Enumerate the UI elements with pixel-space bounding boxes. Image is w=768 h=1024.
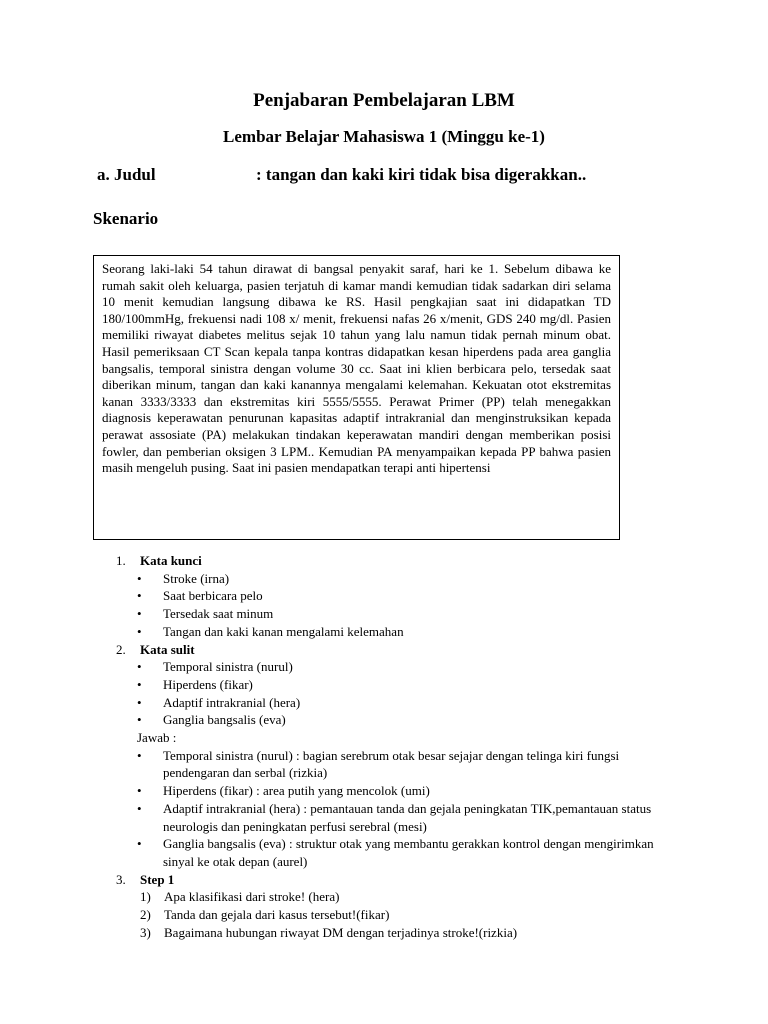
section-kata-sulit <box>116 641 676 659</box>
judul-text: : tangan dan kaki kiri tidak bisa digerakkan.. <box>256 165 587 184</box>
list-item: • Ganglia bangsalis (eva) : struktur otak yang membantu gerakkan kontrol dengan mengirimkan sinyal ke otak depan (aurel) <box>137 836 654 869</box>
list-item: 1) Apa klasifikasi dari stroke! (hera) <box>140 889 340 905</box>
jawab-list <box>116 747 676 871</box>
scenario-box: Seorang laki-laki 54 tahun dirawat di bangsal penyakit saraf, hari ke 1. Sebelum dibawa ke rumah sakit oleh keluarga, pasien terjatuh di kamar mandi kemudian tidak sadarkan diri selama 10 menit kemudian langsung dibawa ke RS. Hasil pengkajian saat ini didapatkan TD 180/100mmHg, frekuensi nadi 108 x/ menit, frekuensi nafas 26 x/menit, GDS 240 mg/dl. Pasien memiliki riwayat diabetes melitus sejak 10 tahun yang lalu namun tidak pernah minum obat. Hasil pemeriksaan CT Scan kepala tanpa kontras didapatkan kesan hiperdens pada area ganglia bangsalis, temporal sinistra dengan volume 30 cc. Saat ini klien berbicara pelo, tersedak saat diberikan minum, tangan dan kaki kanannya mengalami kelemahan. Kekuatan otot ekstremitas kanan 3333/3333 dan ekstremitas kiri 5555/5555. Perawat Primer (PP) telah menegakkan diagnosis keperawatan penurunan kapasitas adaptif intrakranial dan menginstruksikan kepada perawat assosiate (PA) melakukan tindakan keperawatan mandiri dengan memberikan posisi fowler, dan pemberian oksigen 3 LPM.. Kemudian PA menyampaikan kepada PP bahwa pasien masih mengeluh pusing. Saat ini pasien mendapatkan terapi anti hipertensi <box>93 255 620 540</box>
bullet-icon: • <box>137 606 142 622</box>
section-step-1 <box>116 871 676 889</box>
list-item: • Stroke (irna) <box>137 570 230 586</box>
section-number: 3. <box>116 871 126 887</box>
section-heading: Step 1 <box>140 871 175 887</box>
list-item: • Adaptif intrakranial (hera) <box>137 694 301 710</box>
bullet-icon: • <box>137 712 142 728</box>
list-item: • Temporal sinistra (nurul) : bagian serebrum otak besar sejajar dengan telinga kiri fungsi pendengaran dan serbal (rizkia) <box>137 747 620 781</box>
list-item: • Tersedak saat minum <box>137 606 274 622</box>
section-number: 1. <box>116 553 126 568</box>
bullet-icon: • <box>137 659 142 675</box>
skenario-heading: Skenario <box>93 209 159 228</box>
bullet-icon: • <box>137 783 142 799</box>
list-item: 2) Tanda dan gejala dari kasus tersebut!(fikar) <box>140 907 390 923</box>
bullet-icon: • <box>137 676 142 692</box>
step-1-list <box>116 888 676 941</box>
judul-row <box>97 165 587 185</box>
section-kata-kunci <box>116 552 676 570</box>
list-item: • Temporal sinistra (nurul) <box>137 659 293 675</box>
list-item: • Ganglia bangsalis (eva) <box>137 712 286 728</box>
list-item: • Saat berbicara pelo <box>137 588 263 604</box>
list-item: 3) Bagaimana hubungan riwayat DM dengan terjadinya stroke!(rizkia) <box>140 924 518 940</box>
bullet-icon: • <box>137 623 142 639</box>
section-heading: Kata kunci <box>140 553 202 568</box>
bullet-icon: • <box>137 747 142 763</box>
section-heading: Kata sulit <box>140 641 195 657</box>
bullet-icon: • <box>137 588 142 604</box>
bullet-icon: • <box>137 836 142 852</box>
bullet-icon: • <box>137 800 142 816</box>
kata-sulit-list <box>116 658 676 729</box>
bullet-icon: • <box>137 694 142 710</box>
section-number: 2. <box>116 641 126 657</box>
page-subtitle: Lembar Belajar Mahasiswa 1 (Minggu ke-1) <box>223 127 545 146</box>
page-title: Penjabaran Pembelajaran LBM <box>253 90 515 111</box>
list-item: • Tangan dan kaki kanan mengalami kelemahan <box>137 623 404 639</box>
bullet-icon: • <box>137 570 142 586</box>
list-item: • Adaptif intrakranial (hera) : pemantauan tanda dan gejala peningkatan TIK,pemantauan status neurologis dan peningkatan perfusi serebral (mesi) <box>137 800 652 834</box>
list-item: • Hiperdens (fikar) <box>137 676 253 692</box>
kata-kunci-list <box>116 570 676 641</box>
list-item: • Hiperdens (fikar) : area putih yang mencolok (umi) <box>137 783 430 799</box>
jawab-label: Jawab : <box>137 730 177 746</box>
judul-label: a. Judul <box>97 165 156 184</box>
numbered-list <box>116 552 676 941</box>
